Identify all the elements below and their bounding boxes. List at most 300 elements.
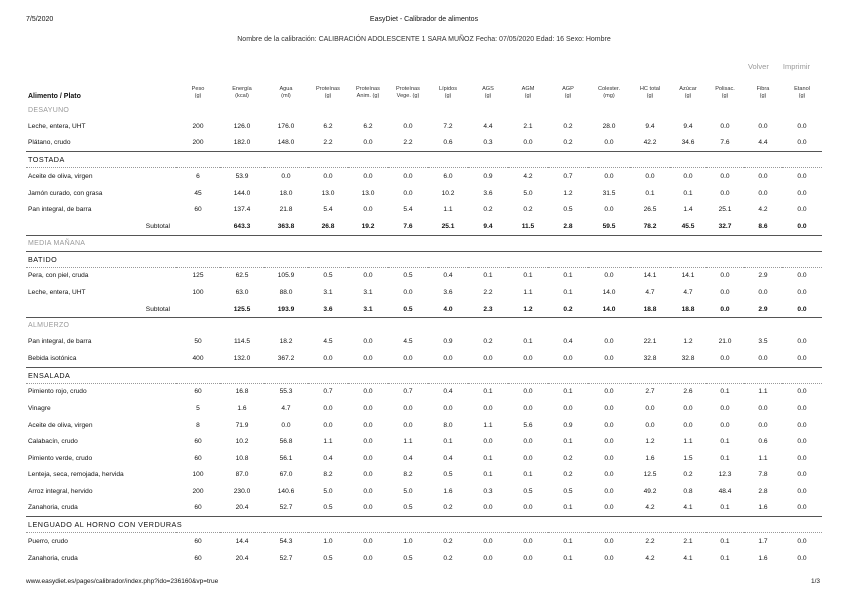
dish-header (26, 251, 822, 267)
food-name: Aceite de oliva, virgen (28, 421, 93, 429)
meal-header (26, 103, 822, 118)
cell-value: 182.0 (233, 139, 251, 147)
subtotal-value: 2.9 (744, 301, 782, 318)
cell-value: 3.1 (363, 288, 373, 296)
cell-value: 0.0 (604, 172, 614, 180)
subtotal-value (176, 218, 220, 235)
cell-value: 125 (192, 272, 204, 280)
cell-value: 0.0 (604, 487, 614, 495)
cell-value: 4.5 (323, 338, 333, 346)
cell-value: 88.0 (279, 288, 293, 296)
table-row (26, 533, 822, 550)
cell-value: 0.7 (563, 172, 573, 180)
cell-value: 0.8 (683, 487, 693, 495)
meal-header (26, 235, 822, 251)
cell-value: 0.1 (720, 454, 730, 462)
cell-value: 0.7 (403, 388, 413, 396)
cell-value: 137.4 (233, 206, 251, 214)
cell-value: 0.1 (720, 554, 730, 562)
cell-value: 0.0 (523, 438, 533, 446)
cell-value: 400 (192, 354, 204, 362)
cell-value: 0.0 (323, 404, 333, 412)
cell-value: 0.0 (797, 438, 807, 446)
cell-value: 0.5 (563, 206, 573, 214)
cell-value: 14.4 (235, 538, 249, 546)
cell-value: 148.0 (277, 139, 295, 147)
cell-value: 144.0 (233, 189, 251, 197)
table-row (26, 118, 822, 135)
column-header-line1: Proteínas (316, 86, 340, 92)
cell-value: 4.1 (683, 554, 693, 562)
cell-value: 0.2 (563, 471, 573, 479)
table-row (26, 185, 822, 202)
cell-value: 0.0 (363, 438, 373, 446)
cell-value: 0.0 (363, 421, 373, 429)
cell-value: 0.1 (563, 504, 573, 512)
column-header-line1: Polisac. (715, 86, 735, 92)
cell-value: 0.0 (483, 538, 493, 546)
cell-value: 0.4 (563, 338, 573, 346)
cell-value: 0.0 (523, 404, 533, 412)
food-name: Leche, entera, UHT (28, 122, 86, 130)
cell-value: 0.0 (683, 404, 693, 412)
cell-value: 53.9 (235, 172, 249, 180)
food-name: Zanahoria, cruda (28, 504, 78, 512)
cell-value: 4.7 (683, 288, 693, 296)
column-header (308, 86, 348, 103)
cell-value: 7.2 (443, 122, 453, 130)
cell-value: 0.9 (483, 172, 493, 180)
cell-value: 4.5 (403, 338, 413, 346)
dish-header (26, 517, 822, 533)
column-header-line2: (g) (798, 93, 806, 99)
cell-value: 4.2 (523, 172, 533, 180)
cell-value: 0.0 (363, 338, 373, 346)
dish-name: LENGUADO AL HORNO CON VERDURAS (26, 517, 822, 533)
cell-value: 3.5 (758, 338, 768, 346)
print-date: 7/5/2020 (26, 16, 54, 23)
cell-value: 1.2 (563, 189, 573, 197)
cell-value: 0.0 (323, 354, 333, 362)
cell-value: 8.2 (323, 471, 333, 479)
cell-value: 0.0 (281, 421, 291, 429)
cell-value: 0.6 (443, 139, 453, 147)
subtotal-label: Subtotal (26, 218, 176, 235)
food-name: Calabacín, crudo (28, 438, 78, 446)
column-header-line2: (g) (444, 93, 452, 99)
cell-value: 1.0 (323, 538, 333, 546)
cell-value: 0.0 (797, 404, 807, 412)
cell-value: 0.0 (604, 354, 614, 362)
subtotal-value: 0.5 (388, 301, 428, 318)
cell-value: 0.0 (363, 206, 373, 214)
cell-value: 0.0 (797, 421, 807, 429)
cell-value: 0.0 (604, 538, 614, 546)
cell-value: 0.0 (363, 454, 373, 462)
cell-value: 0.0 (797, 354, 807, 362)
cell-value: 0.0 (523, 504, 533, 512)
cell-value: 0.0 (604, 404, 614, 412)
cell-value: 1.2 (645, 438, 655, 446)
column-header (264, 86, 308, 103)
subtotal-value: 0.0 (782, 218, 822, 235)
cell-value: 0.0 (604, 421, 614, 429)
food-table (26, 86, 822, 566)
table-row (26, 284, 822, 301)
cell-value: 0.0 (758, 404, 768, 412)
cell-value: 0.0 (604, 338, 614, 346)
cell-value: 0.6 (758, 438, 768, 446)
cell-value: 0.3 (483, 487, 493, 495)
cell-value: 100 (192, 288, 204, 296)
column-header-line2: (g) (721, 93, 729, 99)
cell-value: 0.4 (443, 388, 453, 396)
cell-value: 0.0 (797, 139, 807, 147)
cell-value: 1.1 (443, 206, 453, 214)
cell-value: 0.0 (363, 139, 373, 147)
cell-value: 132.0 (233, 354, 251, 362)
table-row (26, 450, 822, 467)
food-name: Pimiento rojo, crudo (28, 388, 87, 396)
cell-value: 0.2 (563, 122, 573, 130)
cell-value: 12.3 (718, 471, 732, 479)
cell-value: 1.0 (403, 538, 413, 546)
subtotal-value: 1.2 (508, 301, 548, 318)
cell-value: 87.0 (235, 471, 249, 479)
cell-value: 0.0 (403, 189, 413, 197)
cell-value: 4.7 (281, 404, 291, 412)
cell-value: 0.5 (523, 487, 533, 495)
cell-value: 0.5 (323, 504, 333, 512)
cell-value: 0.5 (323, 272, 333, 280)
cell-value: 4.2 (758, 206, 768, 214)
cell-value: 0.0 (363, 388, 373, 396)
cell-value: 2.9 (758, 272, 768, 280)
cell-value: 126.0 (233, 122, 251, 130)
subtotal-value: 25.1 (428, 218, 468, 235)
cell-value: 1.7 (758, 538, 768, 546)
table-row (26, 168, 822, 185)
cell-value: 54.3 (279, 538, 293, 546)
cell-value: 4.4 (758, 139, 768, 147)
cell-value: 140.6 (277, 487, 295, 495)
column-header-line1: Fibra (756, 86, 770, 92)
cell-value: 1.5 (683, 454, 693, 462)
cell-value: 0.0 (403, 421, 413, 429)
cell-value: 1.6 (443, 487, 453, 495)
cell-value: 4.7 (645, 288, 655, 296)
cell-value: 0.4 (323, 454, 333, 462)
cell-value: 0.0 (720, 288, 730, 296)
food-name: Jamón curado, con grasa (28, 189, 103, 197)
table-row (26, 467, 822, 484)
cell-value: 0.5 (563, 487, 573, 495)
column-header-line1: AGP (562, 86, 574, 92)
column-header (348, 86, 388, 103)
cell-value: 14.1 (681, 272, 695, 280)
cell-value: 0.2 (683, 471, 693, 479)
cell-value: 48.4 (718, 487, 732, 495)
cell-value: 0.0 (363, 404, 373, 412)
cell-value: 0.0 (797, 554, 807, 562)
subtotal-row (26, 218, 822, 235)
subtotal-value: 45.5 (670, 218, 706, 235)
cell-value: 0.3 (483, 139, 493, 147)
cell-value: 0.0 (683, 172, 693, 180)
column-header-line1: Azúcar (679, 86, 697, 92)
column-header (670, 86, 706, 103)
column-header-line1: Agua (279, 86, 293, 92)
cell-value: 0.1 (483, 471, 493, 479)
cell-value: 0.0 (720, 272, 730, 280)
cell-value: 1.1 (758, 454, 768, 462)
column-header-line1: HC total (639, 86, 661, 92)
cell-value: 0.1 (483, 272, 493, 280)
cell-value: 0.0 (797, 206, 807, 214)
column-header-line1: Proteínas (356, 86, 380, 92)
cell-value: 2.2 (645, 538, 655, 546)
table-header (26, 86, 822, 103)
dish-header (26, 367, 822, 383)
cell-value: 0.0 (797, 338, 807, 346)
food-name: Puerro, crudo (28, 538, 68, 546)
cell-value: 45 (194, 189, 202, 197)
food-name: Arroz integral, hervido (28, 487, 93, 495)
cell-value: 0.0 (720, 189, 730, 197)
cell-value: 0.1 (523, 471, 533, 479)
food-name: Plátano, crudo (28, 139, 71, 147)
cell-value: 0.0 (281, 172, 291, 180)
subtotal-value: 3.6 (308, 301, 348, 318)
cell-value: 56.8 (279, 438, 293, 446)
subtotal-value: 26.8 (308, 218, 348, 235)
cell-value: 0.0 (523, 388, 533, 396)
cell-value: 5 (196, 404, 200, 412)
column-header-line2: (ml) (281, 93, 291, 99)
cell-value: 0.0 (403, 288, 413, 296)
table-row (26, 483, 822, 500)
cell-value: 0.0 (363, 538, 373, 546)
cell-value: 0.2 (443, 538, 453, 546)
cell-value: 0.5 (403, 504, 413, 512)
cell-value: 0.0 (758, 122, 768, 130)
cell-value: 60 (194, 438, 202, 446)
cell-value: 26.5 (643, 206, 657, 214)
subtotal-value: 363.8 (264, 218, 308, 235)
cell-value: 0.0 (604, 206, 614, 214)
cell-value: 0.0 (604, 454, 614, 462)
cell-value: 0.0 (645, 172, 655, 180)
table-row (26, 417, 822, 434)
cell-value: 0.9 (563, 421, 573, 429)
print-link[interactable]: Imprimir (782, 62, 810, 71)
cell-value: 13.0 (361, 189, 375, 197)
subtotal-value: 59.5 (588, 218, 630, 235)
subtotal-label: Subtotal (26, 301, 176, 318)
subtotal-value: 125.5 (220, 301, 264, 318)
food-name: Pera, con piel, cruda (28, 272, 89, 280)
subtotal-value (176, 301, 220, 318)
dish-name: BATIDO (26, 251, 822, 267)
meal-header (26, 318, 822, 334)
cell-value: 367.2 (277, 354, 295, 362)
subtotal-value: 9.4 (468, 218, 508, 235)
cell-value: 0.0 (483, 438, 493, 446)
table-row (26, 350, 822, 367)
cell-value: 10.8 (235, 454, 249, 462)
cell-value: 230.0 (233, 487, 251, 495)
meal-name: ALMUERZO (28, 322, 70, 330)
cell-value: 5.4 (403, 206, 413, 214)
cell-value: 0.1 (563, 538, 573, 546)
column-header-line2: (g) (646, 93, 654, 99)
cell-value: 0.2 (563, 454, 573, 462)
cell-value: 1.1 (523, 288, 533, 296)
cell-value: 56.1 (279, 454, 293, 462)
cell-value: 34.6 (681, 139, 695, 147)
cell-value: 200 (192, 487, 204, 495)
subtotal-value: 2.8 (548, 218, 588, 235)
cell-value: 0.1 (443, 438, 453, 446)
cell-value: 8 (196, 421, 200, 429)
subtotal-value: 0.2 (548, 301, 588, 318)
cell-value: 0.0 (403, 172, 413, 180)
cell-value: 0.0 (403, 404, 413, 412)
cell-value: 6.2 (363, 122, 373, 130)
cell-value: 0.1 (563, 554, 573, 562)
cell-value: 18.0 (279, 189, 293, 197)
cell-value: 0.0 (483, 554, 493, 562)
cell-value: 22.1 (643, 338, 657, 346)
cell-value: 0.0 (483, 354, 493, 362)
column-header (428, 86, 468, 103)
cell-value: 21.0 (718, 338, 732, 346)
cell-value: 0.0 (523, 538, 533, 546)
cell-value: 52.7 (279, 504, 293, 512)
cell-value: 0.0 (797, 122, 807, 130)
table-row (26, 267, 822, 284)
cell-value: 60 (194, 206, 202, 214)
cell-value: 49.2 (643, 487, 657, 495)
back-link[interactable]: Volver (747, 62, 769, 71)
cell-value: 0.4 (443, 454, 453, 462)
column-header (176, 86, 220, 103)
cell-value: 114.5 (233, 338, 250, 346)
cell-value: 1.1 (483, 421, 493, 429)
cell-value: 0.1 (523, 338, 533, 346)
cell-value: 0.0 (363, 504, 373, 512)
cell-value: 1.6 (645, 454, 655, 462)
cell-value: 1.4 (683, 206, 693, 214)
cell-value: 0.1 (483, 388, 493, 396)
cell-value: 0.2 (483, 206, 493, 214)
column-header (630, 86, 670, 103)
cell-value: 200 (192, 139, 204, 147)
cell-value: 2.1 (683, 538, 693, 546)
cell-value: 0.0 (758, 189, 768, 197)
cell-value: 0.0 (797, 538, 807, 546)
cell-value: 4.4 (483, 122, 493, 130)
cell-value: 21.8 (279, 206, 293, 214)
subtotal-value: 2.3 (468, 301, 508, 318)
cell-value: 0.0 (758, 288, 768, 296)
column-header (388, 86, 428, 103)
cell-value: 0.0 (604, 272, 614, 280)
column-header (706, 86, 744, 103)
cell-value: 0.0 (604, 504, 614, 512)
subtotal-row (26, 301, 822, 318)
column-header-line1: Colester. (597, 86, 621, 92)
cell-value: 4.2 (645, 504, 655, 512)
cell-value: 67.0 (279, 471, 293, 479)
table-row (26, 500, 822, 517)
column-header-line1: Alimento / Plato (28, 93, 81, 100)
food-name: Pimiento verde, crudo (28, 454, 93, 462)
column-header (508, 86, 548, 103)
cell-value: 0.0 (797, 454, 807, 462)
cell-value: 0.0 (645, 421, 655, 429)
column-header (744, 86, 782, 103)
subtotal-value: 643.3 (220, 218, 264, 235)
cell-value: 0.4 (443, 272, 453, 280)
cell-value: 0.2 (563, 139, 573, 147)
cell-value: 31.5 (602, 189, 616, 197)
cell-value: 4.1 (683, 504, 693, 512)
cell-value: 100 (192, 471, 204, 479)
column-header (782, 86, 822, 103)
cell-value: 176.0 (277, 122, 295, 130)
cell-value: 55.3 (279, 388, 293, 396)
cell-value: 0.0 (720, 421, 730, 429)
column-header (548, 86, 588, 103)
cell-value: 0.0 (645, 404, 655, 412)
cell-value: 2.2 (483, 288, 493, 296)
subtotal-value: 0.0 (782, 301, 822, 318)
cell-value: 0.7 (323, 388, 333, 396)
cell-value: 0.0 (563, 404, 573, 412)
column-header-line2: (kcal) (235, 93, 249, 99)
cell-value: 0.1 (645, 189, 655, 197)
cell-value: 0.0 (758, 172, 768, 180)
table-row (26, 550, 822, 567)
cell-value: 2.8 (758, 487, 768, 495)
food-name: Zanahoria, cruda (28, 554, 78, 562)
cell-value: 60 (194, 454, 202, 462)
cell-value: 0.0 (797, 272, 807, 280)
subtotal-value: 11.5 (508, 218, 548, 235)
cell-value: 0.0 (758, 421, 768, 429)
column-header-line2: (mg) (603, 93, 615, 99)
food-name: Vinagre (28, 404, 51, 412)
cell-value: 8.0 (443, 421, 453, 429)
actions-bar (736, 62, 810, 71)
column-header-line2: (g) (684, 93, 692, 99)
cell-value: 0.1 (563, 388, 573, 396)
cell-value: 0.0 (720, 122, 730, 130)
meal-name: DESAYUNO (28, 107, 70, 114)
dish-name: ENSALADA (26, 367, 822, 383)
cell-value: 20.4 (235, 504, 249, 512)
cell-value: 0.0 (797, 288, 807, 296)
column-header-line2: (g) (324, 93, 332, 99)
cell-value: 8.2 (403, 471, 413, 479)
cell-value: 0.1 (720, 504, 730, 512)
cell-value: 105.9 (277, 272, 295, 280)
column-header-line2: Vege. (g) (396, 93, 420, 99)
cell-value: 0.0 (604, 139, 614, 147)
cell-value: 0.0 (797, 388, 807, 396)
cell-value: 14.0 (602, 288, 616, 296)
